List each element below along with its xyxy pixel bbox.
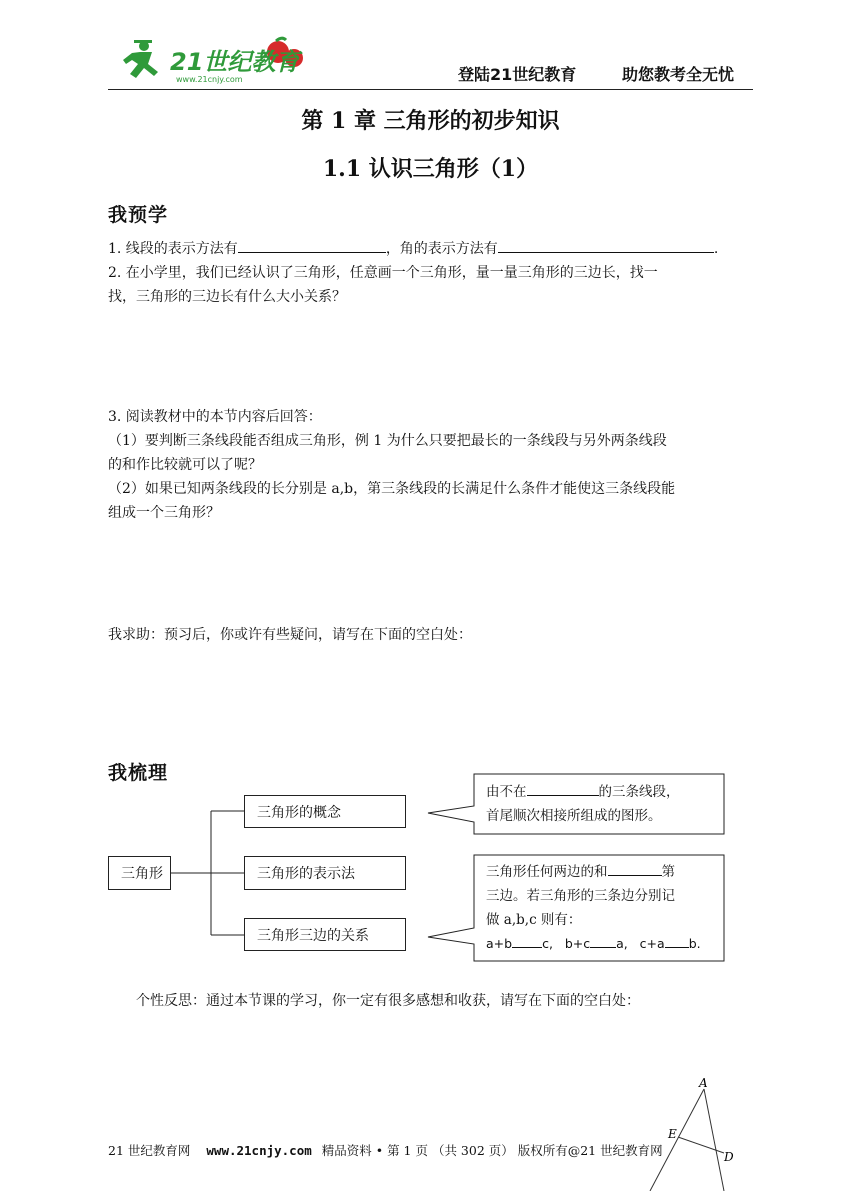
branch-notation-label: 三角形的表示法 [257, 866, 355, 882]
footer-site-name: 21 世纪教育网 [108, 1143, 191, 1158]
callout-side-relation [486, 860, 718, 956]
question-3-2-line1: （2）如果已知两条线段的长分别是 a,b，第三条线段的长满足什么条件才能使这三条线段能 [108, 481, 676, 497]
question-3-2-line2: 组成一个三角形？ [108, 505, 220, 521]
ineq-blank-2[interactable] [590, 933, 616, 948]
ineq-p1: a+b [486, 936, 513, 951]
help-prompt: 我求助：预习后，你或许有些疑问，请写在下面的空白处： [108, 627, 472, 643]
logo-url: www.21cnjy.com [176, 75, 243, 84]
q1-text-b: ，角的表示方法有 [385, 241, 498, 257]
ineq-blank-1[interactable] [512, 933, 542, 948]
branch-concept-label: 三角形的概念 [257, 804, 341, 821]
q1-end: . [713, 241, 719, 257]
inequality-line [486, 932, 718, 956]
page-footer [108, 1141, 663, 1159]
vertex-d-label: D [724, 1150, 734, 1164]
vertex-e-label: E [668, 1127, 677, 1141]
question-3-1-line2: 的和作比较就可以了呢？ [108, 457, 262, 473]
branch-notation [244, 856, 406, 890]
question-2-line2: 找，三角形的三边长有什么大小关系？ [108, 289, 346, 305]
branch-side-relation-label: 三角形三边的关系 [257, 927, 369, 944]
chapter-title: 第 1 章 三角形的初步知识 [301, 108, 560, 134]
logo-text: 21世纪教育 [170, 48, 300, 76]
q1-text-a: 1. 线段的表示方法有 [108, 241, 238, 257]
callout-concept [486, 780, 718, 828]
callout1-text-a: 由不在 [486, 784, 527, 800]
ineq-blank-3[interactable] [665, 933, 689, 948]
triangle-figure [640, 1075, 750, 1191]
callout2-text-b: 第 [661, 864, 675, 880]
question-2-line1: 2. 在小学里，我们已经认识了三角形，任意画一个三角形，量一量三角形的三边长，找一 [108, 265, 658, 281]
callout1-blank[interactable] [527, 781, 599, 796]
callout1-line2: 首尾顺次相接所组成的图形。 [486, 808, 662, 824]
question-3: 3. 阅读教材中的本节内容后回答： [108, 409, 322, 425]
footer-url[interactable]: www.21cnjy.com [206, 1143, 312, 1158]
branch-side-relation [244, 918, 406, 951]
vertex-a-label: A [699, 1076, 708, 1090]
callout2-line2: 三边。若三角形的三条边分别记 [486, 888, 675, 904]
slogan-login: 登陆21世纪教育 [458, 65, 577, 84]
callout2-text-a: 三角形任何两边的和 [486, 864, 608, 880]
branch-concept [244, 795, 406, 828]
mind-map-root [108, 856, 171, 890]
ineq-p2: c, b+c [542, 936, 591, 951]
root-label: 三角形 [121, 866, 163, 882]
ineq-p4: b. [688, 936, 701, 951]
section-title: 1.1 认识三角形（1） [322, 156, 539, 182]
preview-heading: 我预学 [108, 204, 169, 226]
question-3-1-line1: （1）要判断三条线段能否组成三角形，例 1 为什么只要把最长的一条线段与另外两条线段 [108, 433, 667, 449]
review-heading: 我梳理 [108, 762, 169, 784]
footer-page-info: 精品资料 • 第 1 页 （共 302 页） 版权所有@21 世纪教育网 [321, 1143, 663, 1158]
reflection-prompt: 个性反思：通过本节课的学习，你一定有很多感想和收获，请写在下面的空白处： [136, 993, 640, 1009]
ineq-p3: a, c+a [616, 936, 665, 951]
callout2-blank[interactable] [608, 861, 662, 876]
callout2-line3: 做 a,b,c 则有： [486, 912, 582, 928]
callout1-text-b: 的三条线段， [598, 784, 680, 800]
slogan-motto: 助您教考全无忧 [622, 65, 735, 84]
